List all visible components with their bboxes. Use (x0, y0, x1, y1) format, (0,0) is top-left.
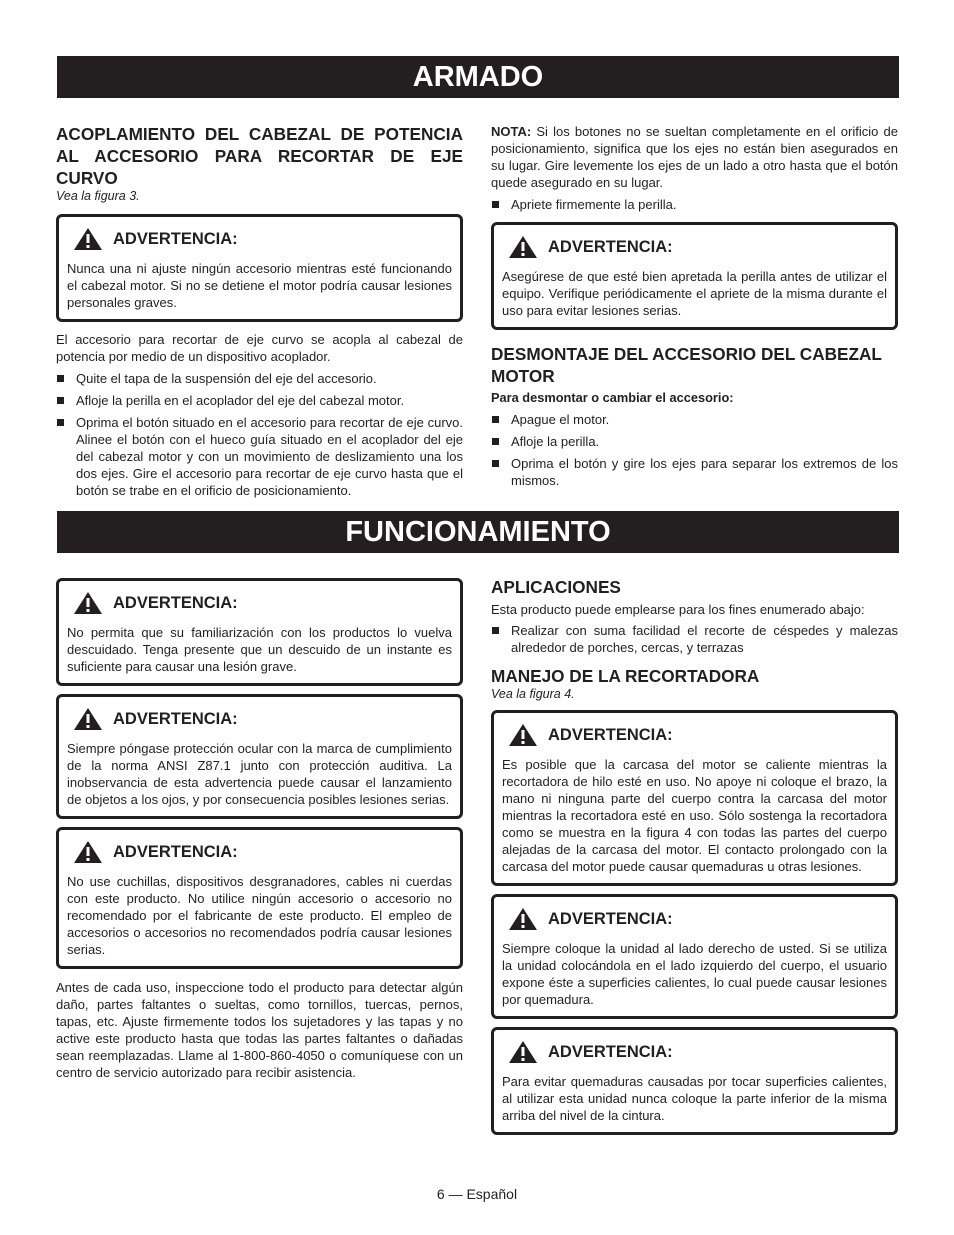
section-heading: APLICACIONES (491, 577, 621, 597)
list-item: Apriete firmemente la perilla. (491, 196, 898, 213)
armado-right-column (491, 123, 898, 494)
warning-triangle-icon (73, 591, 103, 615)
warning-title: ADVERTENCIA: (548, 237, 673, 256)
warning-text: Siempre póngase protección ocular con la marca de cumplimiento de la norma ANSI Z87.1 junto con protección auditiva. La inobservancia de esta advertencia puede causar el lanzamiento de objetos a los ojos, y por consecuencia posibles lesiones serias. (67, 741, 452, 807)
list-item: Apague el motor. (491, 411, 898, 428)
section-banner-armado: ARMADO (57, 56, 899, 98)
warning-title: ADVERTENCIA: (113, 229, 238, 248)
steps-list (491, 411, 898, 489)
warning-box (491, 1027, 898, 1135)
intro-paragraph: El accesorio para recortar de eje curvo se acopla al cabezal de potencia por medio de un dispositivo acoplador. (56, 332, 463, 364)
warning-box (56, 214, 463, 322)
figure-reference: Vea la figura 4. (491, 687, 575, 701)
warning-box (56, 694, 463, 819)
warning-box (491, 894, 898, 1019)
apps-list (491, 622, 898, 656)
warning-box (491, 222, 898, 330)
warning-title: ADVERTENCIA: (548, 725, 673, 744)
page-footer: 6 — Español (436, 1186, 518, 1202)
warning-text: Es posible que la carcasa del motor se caliente mientras la recortadora de hilo esté en uso. No apoye ni coloque el brazo, la mano ni ninguna parte del cuerpo contra la carcasa del motor mientras la recortadora esté en uso. Sólo sostenga la recortadora como se muestra en la figura 4 con todas las partes del cuerpo alejadas de la carcasa del motor. El contacto prolongado con la carcasa del motor puede causar quemaduras u otras lesiones. (502, 757, 887, 874)
note-label: NOTA: (491, 124, 532, 139)
warning-title: ADVERTENCIA: (548, 909, 673, 928)
warning-title: ADVERTENCIA: (113, 709, 238, 728)
list-item: Afloje la perilla. (491, 433, 898, 450)
warning-box (56, 827, 463, 969)
warning-triangle-icon (508, 235, 538, 259)
section-banner-funcionamiento: FUNCIONAMIENTO (57, 511, 899, 553)
warning-triangle-icon (73, 840, 103, 864)
warning-triangle-icon (508, 723, 538, 747)
list-item: Oprima el botón situado en el accesorio para recortar de eje curvo. Alinee el botón con el hueco guía situado en el acoplador del eje del cabezal motor y con un movimiento de deslizamiento una los dos ejes. Gire el accesorio para recortar de eje curvo hasta que el botón se trabe en el orificio de posicionamiento. (56, 414, 463, 499)
warning-text: No permita que su familiarización con los productos lo vuelva descuidado. Tenga presente que un descuido de un instante es suficiente para causar una lesión grave. (67, 625, 452, 674)
apps-intro: Esta producto puede emplearse para los fines enumerado abajo: (491, 602, 865, 617)
warning-box (491, 710, 898, 886)
warning-text: No use cuchillas, dispositivos desgranadores, cables ni cuerdas con este producto. No utilice ningún accesorio o accesorio no recomendado por el fabricante de este producto. El empleo de accesorios o accesorios no recomendados podría causar lesiones serias. (67, 874, 452, 957)
figure-reference: Vea la figura 3. (56, 189, 140, 203)
warning-text: Para evitar quemaduras causadas por tocar superficies calientes, al utilizar esta unidad nunca coloque la parte inferior de la misma arriba del nivel de la cintura. (502, 1074, 887, 1123)
steps-list (491, 196, 898, 213)
inspection-paragraph: Antes de cada uso, inspeccione todo el producto para detectar algún daño, partes faltantes o sueltas, como tornillos, tuercas, pernos, tapas, etc. Ajuste firmemente todos los sujetadores y las tapas y no active este producto hasta que todas las partes faltantes o dañadas sean reemplazadas. Llame al 1-800-860-4050 o comuníquese con un centro de servicio autorizado para recibir asistencia. (56, 980, 463, 1080)
note-text: Si los botones no se sueltan completamente en el orificio de posicionamiento, significa que los ejes no están bien asegurados en su lugar. Gire levemente los ejes de un lado a otro hasta que el botón quede asegurado en su lugar. (491, 124, 898, 190)
subheading: Para desmontar o cambiar el accesorio: (491, 390, 734, 405)
list-item: Quite el tapa de la suspensión del eje del accesorio. (56, 370, 463, 387)
warning-text: Asegúrese de que esté bien apretada la perilla antes de utilizar el equipo. Verifique periódicamente el apriete de la misma durante el uso para evitar lesiones serias. (502, 269, 887, 318)
warning-title: ADVERTENCIA: (113, 593, 238, 612)
list-item: Afloje la perilla en el acoplador del eje del cabezal motor. (56, 392, 463, 409)
section-heading: MANEJO DE LA RECORTADORA (491, 666, 760, 686)
warning-title: ADVERTENCIA: (113, 842, 238, 861)
section-heading: ACOPLAMIENTO DEL CABEZAL DE POTENCIA AL ACCESORIO PARA RECORTAR DE EJE CURVO (56, 124, 463, 188)
warning-triangle-icon (508, 907, 538, 931)
warning-triangle-icon (508, 1040, 538, 1064)
warning-box (56, 578, 463, 686)
warning-text: Nunca una ni ajuste ningún accesorio mientras esté funcionando el cabezal motor. Si no se detiene el motor podría causar lesiones personales graves. (67, 261, 452, 310)
note-paragraph (491, 123, 898, 191)
list-item: Realizar con suma facilidad el recorte de céspedes y malezas alrededor de porches, cercas, y terrazas (491, 622, 898, 656)
funcionamiento-right-column (491, 576, 898, 1135)
steps-list (56, 370, 463, 499)
list-item: Oprima el botón y gire los ejes para separar los extremos de los mismos. (491, 455, 898, 489)
warning-title: ADVERTENCIA: (548, 1042, 673, 1061)
section-heading: DESMONTAJE DEL ACCESORIO DEL CABEZAL MOTOR (491, 344, 882, 386)
warning-text: Siempre coloque la unidad al lado derecho de usted. Si se utiliza la unidad colocándola en el lado izquierdo del cuerpo, el usuario expone éste a superficies calientes, lo cual puede causar lesiones por quemadura. (502, 941, 887, 1007)
armado-left-column (56, 123, 463, 504)
warning-triangle-icon (73, 227, 103, 251)
warning-triangle-icon (73, 707, 103, 731)
funcionamiento-left-column (56, 578, 463, 1081)
